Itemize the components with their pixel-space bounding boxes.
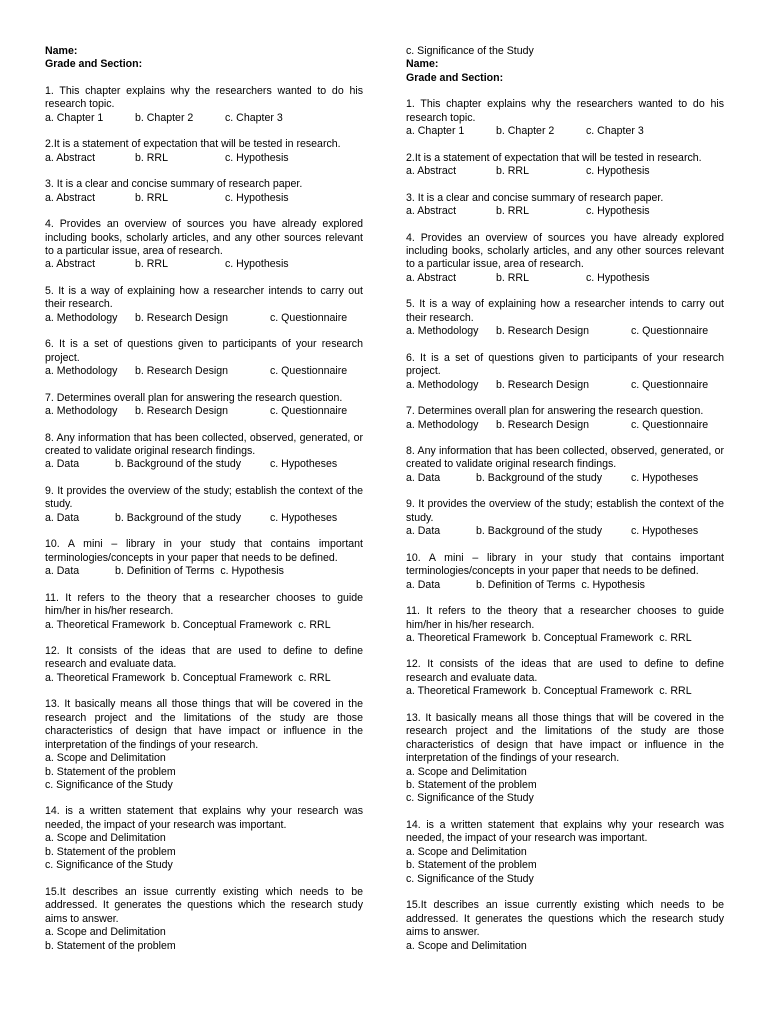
answer-option: b. Background of the study <box>476 471 603 484</box>
answer-options <box>45 565 363 578</box>
spacer <box>45 525 363 538</box>
question-text: 5. It is a way of explaining how a researcher intends to carry out their research. <box>45 284 363 311</box>
spacer <box>406 339 724 352</box>
answer-option: c. Questionnaire <box>270 405 348 418</box>
question-text: 13. It basically means all those things that will be covered in the research project and the limitations of the study are those characteristics of design that have impact or influence in the interpretation of the findings of your research. <box>406 711 724 765</box>
answer-option: c. Hypothesis <box>225 151 289 164</box>
question-text: 3. It is a clear and concise summary of research paper. <box>45 178 303 191</box>
question-text: 1. This chapter explains why the researchers wanted to do his research topic. <box>45 84 363 111</box>
spacer <box>406 219 724 232</box>
answer-option: b. RRL <box>496 205 529 218</box>
answer-option: b. Chapter 2 <box>135 111 194 124</box>
spacer <box>406 645 724 658</box>
answer-option: b. Definition of Terms <box>476 578 576 591</box>
answer-option: a. Abstract <box>406 271 457 284</box>
spacer <box>45 165 363 178</box>
answer-options <box>45 365 363 378</box>
answer-option: a. Data <box>45 511 80 524</box>
answer-option: b. Statement of the problem <box>45 765 176 778</box>
answer-option: b. Research Design <box>496 418 590 431</box>
question-text: 6. It is a set of questions given to participants of your research project. <box>406 351 724 378</box>
spacer <box>406 592 724 605</box>
answer-option: c. Questionnaire <box>631 418 709 431</box>
answer-options <box>406 125 724 138</box>
spacer <box>406 392 724 405</box>
answer-options <box>45 152 363 165</box>
answer-options <box>406 205 724 218</box>
question-item <box>406 192 724 232</box>
question-text: 1. This chapter explains why the researchers wanted to do his research topic. <box>406 98 724 124</box>
spacer <box>406 699 724 712</box>
answer-option: a. Data <box>45 565 80 578</box>
answer-option: c. Hypothesis <box>225 191 289 204</box>
spacer <box>45 419 363 432</box>
spacer <box>45 205 363 218</box>
spacer <box>406 432 724 445</box>
answer-option: b. Background of the study <box>115 511 242 524</box>
answer-option: c. RRL <box>298 618 331 631</box>
answer-options <box>45 312 363 325</box>
answer-option: b. Research Design <box>135 365 229 378</box>
answer-options <box>406 272 724 285</box>
question-item <box>45 138 363 178</box>
question-text: 5. It is a way of explaining how a researcher intends to carry out their research. <box>406 298 724 324</box>
question-item <box>406 152 724 192</box>
question-text: 13. It basically means all those things that will be covered in the research project and the limitations of the study are those characteristics of design that have impact or influence in the interpretation of the findings of your research. <box>45 698 363 751</box>
answer-option: c. RRL <box>659 685 692 698</box>
question-text: 2.It is a statement of expectation that will be tested in research. <box>406 151 702 164</box>
answer-option: c. RRL <box>298 671 331 684</box>
spacer <box>45 685 363 698</box>
answer-option: c. Questionnaire <box>631 378 709 391</box>
answer-options <box>45 405 363 418</box>
spacer <box>45 325 363 338</box>
question-text: 12. It consists of the ideas that are used to define to define research and evaluate data. <box>45 644 363 671</box>
question-item <box>406 899 724 953</box>
question-item <box>406 298 724 351</box>
answer-options <box>406 685 724 698</box>
question-item <box>406 232 724 299</box>
answer-option: c. Hypothesis <box>586 205 650 218</box>
question-item <box>406 819 724 899</box>
spacer <box>45 792 363 805</box>
question-item <box>406 552 724 605</box>
answer-option: a. Abstract <box>45 191 96 204</box>
answer-option: a. Methodology <box>406 378 479 391</box>
spacer <box>406 85 724 98</box>
spacer <box>45 632 363 645</box>
answer-option: c. Chapter 3 <box>586 125 644 138</box>
answer-option: c. Hypothesis <box>586 271 650 284</box>
question-text: 4. Provides an overview of sources you have already explored including books, scholarly articles, and any other sources relevant to a particular issue, area of research. <box>45 218 363 257</box>
answer-option: a. Scope and Delimitation <box>45 832 166 845</box>
spacer <box>45 72 363 85</box>
answer-option: a. Methodology <box>45 365 118 378</box>
answer-option: b. Statement of the problem <box>45 845 176 858</box>
question-text: 8. Any information that has been collected, observed, generated, or created to validate original research findings. <box>406 444 724 471</box>
answer-option: c. Significance of the Study <box>406 792 534 805</box>
answer-option: a. Methodology <box>406 325 479 338</box>
answer-option: c. Hypothesis <box>225 258 289 271</box>
question-item <box>406 445 724 498</box>
spacer <box>45 125 363 138</box>
answer-options <box>45 458 363 471</box>
spacer <box>406 539 724 552</box>
question-text: 3. It is a clear and concise summary of research paper. <box>406 191 664 204</box>
question-item <box>406 405 724 445</box>
question-item <box>45 392 363 432</box>
spacer <box>406 886 724 899</box>
question-text: 10. A mini – library in your study that contains important terminologies/concepts in your paper that needs to be defined. <box>406 551 724 578</box>
question-text: 7. Determines overall plan for answering the research question. <box>45 391 343 404</box>
question-item <box>406 98 724 151</box>
question-item <box>406 605 724 658</box>
answer-option: b. Conceptual Framework <box>170 618 293 631</box>
answer-option: b. Background of the study <box>476 525 603 538</box>
spacer <box>45 379 363 392</box>
answer-options <box>406 379 724 392</box>
answer-option: c. Hypothesis <box>586 165 650 178</box>
answer-option: c. RRL <box>659 631 692 644</box>
spacer <box>45 579 363 592</box>
answer-option: b. Conceptual Framework <box>531 631 654 644</box>
answer-option: b. RRL <box>496 271 529 284</box>
answer-option: c. Questionnaire <box>631 325 709 338</box>
answer-option: b. RRL <box>135 258 168 271</box>
grade-section-label: Grade and Section: <box>406 71 504 84</box>
question-text: 9. It provides the overview of the study; establish the context of the study. <box>406 498 724 524</box>
question-text: 8. Any information that has been collected, observed, generated, or created to validate original research findings. <box>45 431 363 457</box>
answer-option: b. Research Design <box>496 378 590 391</box>
answer-options <box>406 165 724 178</box>
question-item <box>45 645 363 698</box>
spacer <box>406 179 724 192</box>
answer-option: a. Data <box>406 471 441 484</box>
answer-option: a. Abstract <box>406 205 457 218</box>
question-text: 11. It refers to the theory that a researcher chooses to guide him/her in his/her research. <box>45 591 363 618</box>
spacer <box>406 806 724 819</box>
answer-option: c. Hypotheses <box>631 525 699 538</box>
question-item <box>45 338 363 391</box>
question-item <box>45 592 363 645</box>
answer-option: a. Theoretical Framework <box>406 685 526 698</box>
answer-options <box>45 619 363 632</box>
answer-option: c. Questionnaire <box>270 365 348 378</box>
answer-option: b. RRL <box>135 191 168 204</box>
answer-options <box>406 579 724 592</box>
spacer <box>406 139 724 152</box>
spacer <box>45 272 363 285</box>
answer-option: b. Statement of the problem <box>45 939 176 952</box>
answer-option: c. Significance of the Study <box>406 872 534 885</box>
question-item <box>406 712 724 819</box>
answer-option: b. Definition of Terms <box>115 565 215 578</box>
answer-option: a. Methodology <box>45 405 118 418</box>
carryover-option: c. Significance of the Study <box>406 45 534 57</box>
answer-option: a. Abstract <box>45 258 96 271</box>
answer-option: c. Hypotheses <box>631 471 699 484</box>
answer-option: c. Questionnaire <box>270 311 348 324</box>
question-text: 11. It refers to the theory that a researcher chooses to guide him/her in his/her research. <box>406 605 724 631</box>
question-text: 4. Provides an overview of sources you have already explored including books, scholarly articles, and any other sources relevant to a particular issue, area of research. <box>406 231 724 271</box>
answer-option: a. Abstract <box>45 151 96 164</box>
question-list <box>45 85 363 953</box>
answer-option: c. Hypothesis <box>220 565 284 578</box>
right-column <box>406 45 724 953</box>
answer-option: c. Hypotheses <box>270 458 338 471</box>
answer-option: b. Chapter 2 <box>496 125 555 138</box>
answer-option: b. Research Design <box>496 325 590 338</box>
question-text: 15.It describes an issue currently existing which needs to be addressed. It generates the questions which the research study aims to answer. <box>406 899 724 939</box>
spacer <box>45 472 363 485</box>
answer-option: c. Hypothesis <box>581 578 645 591</box>
answer-option: b. Statement of the problem <box>406 779 537 792</box>
answer-options <box>406 525 724 538</box>
question-item <box>45 85 363 138</box>
answer-options <box>406 472 724 485</box>
answer-options <box>406 325 724 338</box>
answer-option: a. Scope and Delimitation <box>406 939 527 952</box>
answer-option: a. Chapter 1 <box>45 111 104 124</box>
question-list <box>406 98 724 953</box>
name-label: Name: <box>45 45 78 57</box>
grade-section-label: Grade and Section: <box>45 58 143 71</box>
answer-options <box>406 419 724 432</box>
answer-option: b. Conceptual Framework <box>531 685 654 698</box>
answer-option: a. Scope and Delimitation <box>406 765 527 778</box>
answer-option: b. Conceptual Framework <box>170 671 293 684</box>
answer-option: b. Research Design <box>135 311 229 324</box>
question-text: 9. It provides the overview of the study; establish the context of the study. <box>45 484 363 511</box>
answer-option: c. Hypotheses <box>270 511 338 524</box>
question-item <box>406 658 724 711</box>
question-text: 10. A mini – library in your study that contains important terminologies/concepts in your paper that needs to be defined. <box>45 538 363 564</box>
answer-options <box>45 672 363 685</box>
question-item <box>45 698 363 805</box>
question-text: 15.It describes an issue currently existing which needs to be addressed. It generates the questions which the research study aims to answer. <box>45 885 363 925</box>
answer-option: b. Research Design <box>135 405 229 418</box>
spacer <box>406 285 724 298</box>
answer-options <box>45 512 363 525</box>
question-item <box>45 805 363 885</box>
question-item <box>45 178 363 218</box>
answer-option: b. Background of the study <box>115 458 242 471</box>
answer-option: a. Scope and Delimitation <box>406 845 527 858</box>
question-item <box>45 485 363 538</box>
answer-option: a. Scope and Delimitation <box>45 926 166 939</box>
name-label: Name: <box>406 58 439 71</box>
left-column <box>45 45 363 953</box>
spacer <box>406 485 724 498</box>
question-item <box>45 432 363 485</box>
question-item <box>45 886 363 953</box>
answer-option: c. Chapter 3 <box>225 111 283 124</box>
answer-option: a. Methodology <box>45 311 118 324</box>
question-item <box>45 538 363 591</box>
question-item <box>45 218 363 285</box>
answer-option: c. Significance of the Study <box>45 859 173 872</box>
question-text: 12. It consists of the ideas that are used to define to define research and evaluate data. <box>406 658 724 684</box>
answer-options <box>45 192 363 205</box>
answer-option: a. Methodology <box>406 418 479 431</box>
answer-option: b. Statement of the problem <box>406 859 537 872</box>
answer-option: a. Theoretical Framework <box>406 631 526 644</box>
answer-option: a. Chapter 1 <box>406 125 465 138</box>
question-text: 2.It is a statement of expectation that will be tested in research. <box>45 138 341 151</box>
answer-option: b. RRL <box>496 165 529 178</box>
answer-option: a. Scope and Delimitation <box>45 752 166 765</box>
answer-option: b. RRL <box>135 151 168 164</box>
spacer <box>45 873 363 886</box>
answer-option: a. Abstract <box>406 165 457 178</box>
question-item <box>406 352 724 405</box>
answer-option: a. Data <box>45 458 80 471</box>
question-text: 7. Determines overall plan for answering the research question. <box>406 405 704 418</box>
question-text: 6. It is a set of questions given to participants of your research project. <box>45 338 363 364</box>
question-item <box>45 285 363 338</box>
answer-option: c. Significance of the Study <box>45 779 173 792</box>
answer-option: a. Data <box>406 525 441 538</box>
answer-options <box>45 258 363 271</box>
answer-option: a. Theoretical Framework <box>45 618 165 631</box>
answer-options <box>45 112 363 125</box>
question-text: 14. is a written statement that explains why your research was needed, the impact of your research was important. <box>45 805 363 831</box>
answer-options <box>406 632 724 645</box>
question-item <box>406 498 724 551</box>
answer-option: a. Theoretical Framework <box>45 671 165 684</box>
answer-option: a. Data <box>406 578 441 591</box>
question-text: 14. is a written statement that explains why your research was needed, the impact of your research was important. <box>406 818 724 845</box>
